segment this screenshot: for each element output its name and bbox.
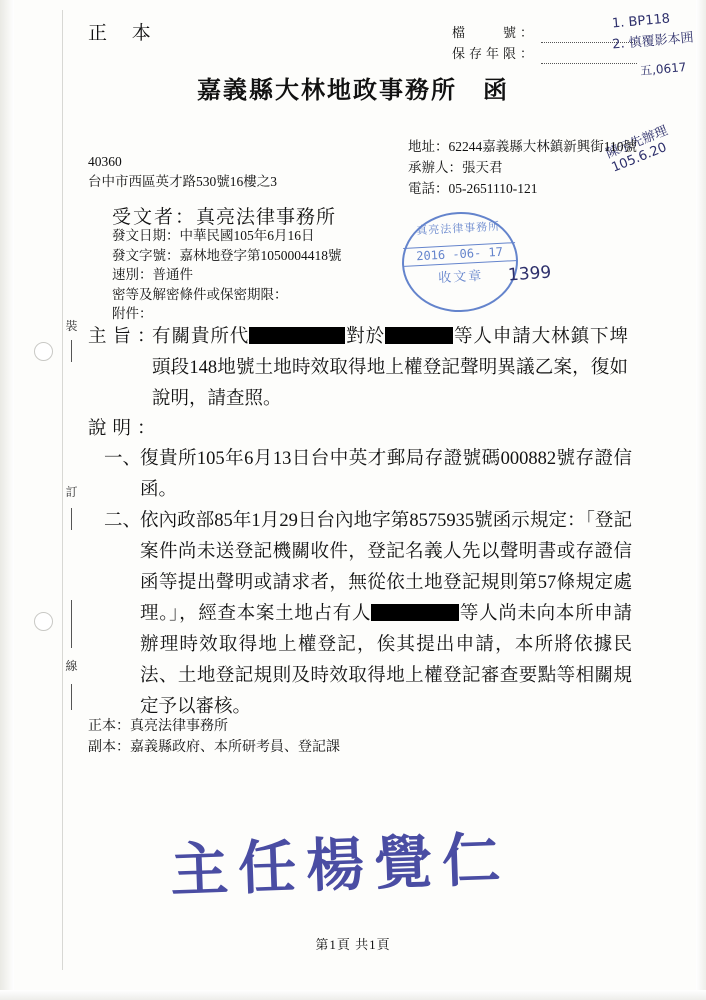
receipt-stamp-number: 1399 <box>507 262 552 286</box>
side-mark-ding: 訂 <box>65 485 79 499</box>
redaction-bar-2 <box>385 327 453 344</box>
distribution-main: 正本：真亮法律事務所 <box>88 719 228 734</box>
receipt-stamp-org: 真亮法律事務所 <box>416 220 501 238</box>
sender-address-block <box>88 152 277 192</box>
list-item <box>104 506 632 723</box>
side-rule-4 <box>71 684 72 710</box>
retention-period-label: 保存年限： <box>452 46 538 61</box>
receipt-stamp-date: 2016 -06- 17 <box>403 242 516 268</box>
punch-hole-bottom <box>34 612 53 631</box>
recipient-label: 受文者： <box>112 207 197 228</box>
side-rule-3 <box>71 600 72 648</box>
subject-text-part-2: 對於 <box>345 327 386 347</box>
office-phone: 電話：05-2651110-121 <box>408 181 538 196</box>
copy-mark: 正 本 <box>88 23 161 44</box>
page-footer: 第1頁 共1頁 <box>315 937 391 952</box>
issue-date: 發文日期：中華民國105年6月16日 <box>112 228 315 243</box>
sender-postcode: 40360 <box>88 154 122 169</box>
file-number-block <box>452 22 637 64</box>
file-number-label: 檔 號： <box>452 25 538 40</box>
subject-text-part-1: 有關貴所代 <box>152 327 250 347</box>
issuing-office-name: 嘉義縣大林地政事務所 <box>197 78 457 104</box>
issue-number: 發文字號：嘉林地登字第1050004418號 <box>112 247 342 263</box>
scan-edge-right <box>696 0 706 1000</box>
handwritten-note-3: 五,0617 <box>639 60 687 78</box>
explanation-label: 說明： <box>88 419 162 439</box>
list-item-number: 一、 <box>104 449 142 469</box>
list-item-number: 二、 <box>104 511 142 531</box>
distribution-block <box>88 716 340 758</box>
handwritten-note-1: 1. BP118 <box>611 11 671 32</box>
side-rule-2 <box>71 508 72 530</box>
redaction-bar-1 <box>249 327 345 344</box>
list-item-text-part-1: 依內政部85年1月29日台內地字第8575935號函示規定：「登記案件尚未送登記機關收件，登記名義人先以聲明書或存證信函等提出聲明或請求者，無從依土地登記規則第57條規定處理。」，經查本案土地占有人 <box>140 511 632 624</box>
handwritten-note-2: 2. 慎覆影本囲 <box>611 30 695 53</box>
office-address: 地址：62244嘉義縣大林鎮新興街110號 <box>408 139 637 154</box>
handwritten-note-4: 陳示先辦理 105.6.20 <box>604 123 670 176</box>
office-officer: 承辦人：張天君 <box>408 160 503 175</box>
confidentiality: 密等及解密條件或保密期限： <box>112 286 288 302</box>
list-item <box>104 444 632 506</box>
punch-hole-top <box>34 342 53 361</box>
subject-text-part-3: 等人申請大林鎮下埤頭段148地號土地時效取得地上權登記聲明異議乙案，復如說明，請查照。 <box>152 327 628 409</box>
list-item-text: 復貴所105年6月13日台中英才郵局存證號碼000882號存證信函。 <box>140 449 632 500</box>
retention-period-row <box>452 43 637 64</box>
scan-edge-bottom <box>0 990 706 1000</box>
side-rule-1 <box>71 340 72 362</box>
office-contact-block <box>408 136 637 199</box>
recipient-line <box>112 202 336 229</box>
sender-address: 台中市西區英才路530號16樓之3 <box>88 174 277 189</box>
speed-class: 速別：普通件 <box>112 267 193 282</box>
receipt-stamp-label: 收文章 <box>437 268 484 286</box>
page-title <box>0 70 706 105</box>
recipient-value: 真亮法律事務所 <box>196 207 337 228</box>
subject-label: 主旨： <box>88 327 162 347</box>
signature-stamp: 主任楊覺仁 <box>169 825 512 905</box>
distribution-copy: 副本：嘉義縣政府、本所研考員、登記課 <box>88 740 340 755</box>
document-kind: 函 <box>483 78 509 104</box>
list-item-text-part-2: 等人尚未向本所申請辦理時效取得地上權登記，俟其提出申請，本所將依據民法、土地登記規則及時效取得地上權登記審查要點等相關規定予以審核。 <box>140 604 632 717</box>
side-mark-xian: 線 <box>65 659 79 673</box>
attachments: 附件： <box>112 306 153 321</box>
document-meta-block <box>112 226 342 324</box>
side-mark-zhuang: 裝 <box>65 319 79 333</box>
receipt-stamp <box>399 209 520 315</box>
scan-edge-left <box>0 0 14 1000</box>
file-number-row <box>452 22 637 43</box>
subject-text <box>152 322 628 415</box>
redaction-bar-3 <box>371 604 459 621</box>
binding-margin-rule <box>62 10 63 970</box>
